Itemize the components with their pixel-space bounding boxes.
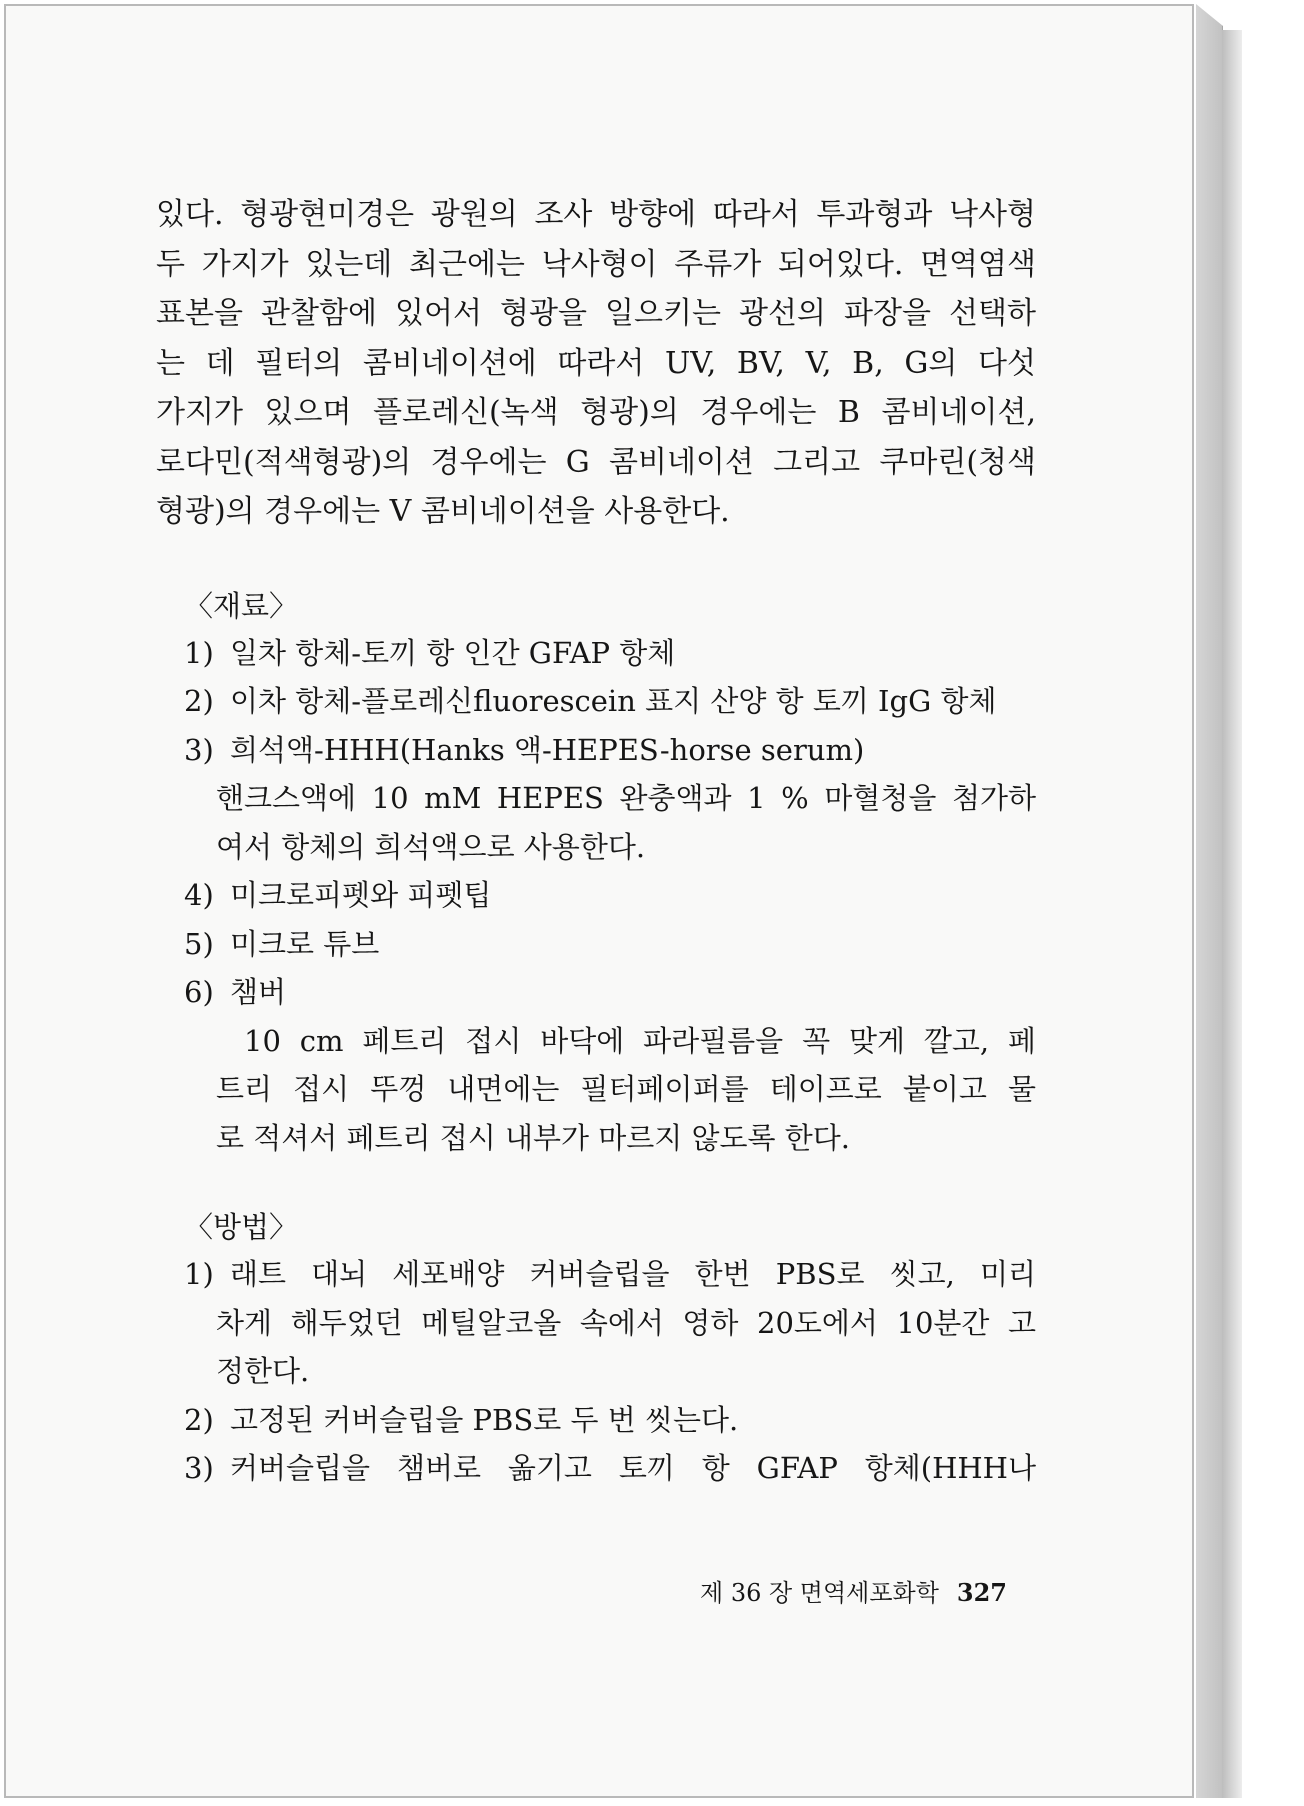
methods-list-continued (156, 1396, 1036, 1493)
item-text: 희석액-HHH(Hanks 액-HEPES-horse serum) (230, 732, 865, 767)
intro-paragraph (156, 190, 1036, 537)
item-text: 미크로피펫와 피펫팁 (230, 878, 492, 912)
list-item (156, 920, 1036, 969)
list-item (156, 677, 1036, 726)
intro-line: 형광)의 경우에는 V 콤비네이션을 사용한다. (156, 494, 730, 529)
detail-line: 로 적셔서 페트리 접시 내부가 마르지 않도록 한다. (216, 1120, 851, 1155)
item-number: 3) (184, 1451, 214, 1485)
item-number: 2) (184, 684, 214, 718)
item-number: 6) (184, 975, 214, 1009)
materials-section (156, 583, 1036, 1163)
intro-line: 표본을 관찰함에 있어서 형광을 일으키는 광선의 파장을 선택하 (156, 296, 1036, 331)
list-item (156, 968, 1036, 1017)
item-number: 2) (184, 1402, 214, 1437)
page-content (156, 190, 1036, 1493)
page-number: 327 (956, 1578, 1008, 1607)
item-detail (156, 1017, 1036, 1163)
item-detail (156, 774, 1036, 871)
page-edge (1196, 4, 1223, 1798)
materials-heading: 〈재료〉 (184, 588, 299, 623)
chapter-title: 제 36 장 면역세포화학 (700, 1579, 939, 1607)
item-text: 이차 항체-플로레신fluorescein 표지 산양 항 토끼 IgG 항체 (230, 684, 997, 718)
list-item (156, 1396, 1036, 1445)
methods-list (156, 1250, 1036, 1299)
intro-line: 로다민(적색형광)의 경우에는 G 콤비네이션 그리고 쿠마린(청색 (156, 444, 1036, 480)
list-item (156, 1444, 1036, 1493)
materials-list-continued (156, 871, 1036, 1017)
list-item (156, 629, 1036, 678)
page-footer (700, 1573, 1007, 1608)
item-number: 1) (184, 1257, 214, 1291)
intro-line: 두 가지가 있는데 최근에는 낙사형이 주류가 되어있다. 면역염색 (156, 246, 1036, 282)
step-line: 차게 해두었던 메틸알코올 속에서 영하 20도에서 10분간 고 (216, 1305, 1036, 1340)
intro-line: 가지가 있으며 플로레신(녹색 형광)의 경우에는 B 콤비네이션, (156, 395, 1036, 430)
methods-heading: 〈방법〉 (184, 1210, 299, 1244)
step-line: 정한다. (216, 1354, 310, 1388)
step-text: 래트 대뇌 세포배양 커버슬립을 한번 PBS로 씻고, 미리 (230, 1257, 1036, 1291)
detail-line: 여서 항체의 희석액으로 사용한다. (216, 829, 646, 864)
methods-section (156, 1204, 1036, 1493)
detail-line: 트리 접시 뚜껑 내면에는 필터페이퍼를 테이프로 붙이고 물 (216, 1072, 1036, 1106)
intro-line: 있다. 형광현미경은 광원의 조사 방향에 따라서 투과형과 낙사형 (156, 197, 1036, 232)
step-text: 커버슬립을 챔버로 옮기고 토끼 항 GFAP 항체(HHH나 (230, 1451, 1036, 1485)
list-item (156, 871, 1036, 920)
list-item (156, 726, 1036, 775)
intro-line: 는 데 필터의 콤비네이션에 따라서 UV, BV, V, B, G의 다섯 (156, 345, 1036, 381)
step-text: 고정된 커버슬립을 PBS로 두 번 씻는다. (230, 1402, 739, 1437)
item-text: 챔버 (230, 975, 287, 1009)
item-number: 5) (184, 926, 214, 961)
item-number: 1) (184, 635, 214, 670)
page-edge-shadow (1222, 30, 1242, 1798)
detail-line: 핸크스액에 10 mM HEPES 완충액과 1 % 마혈청을 첨가하 (216, 781, 1036, 815)
item-number: 4) (184, 878, 214, 912)
step-line (184, 1250, 1036, 1299)
step-line (184, 1444, 1036, 1493)
item-text: 미크로 튜브 (230, 926, 380, 961)
detail-line: 10 cm 페트리 접시 바닥에 파라필름을 꼭 맞게 깔고, 페 (244, 1023, 1036, 1058)
item-text: 일차 항체-토끼 항 인간 GFAP 항체 (230, 635, 676, 670)
materials-list (156, 629, 1036, 775)
list-item (156, 1250, 1036, 1299)
item-number: 3) (184, 732, 214, 767)
